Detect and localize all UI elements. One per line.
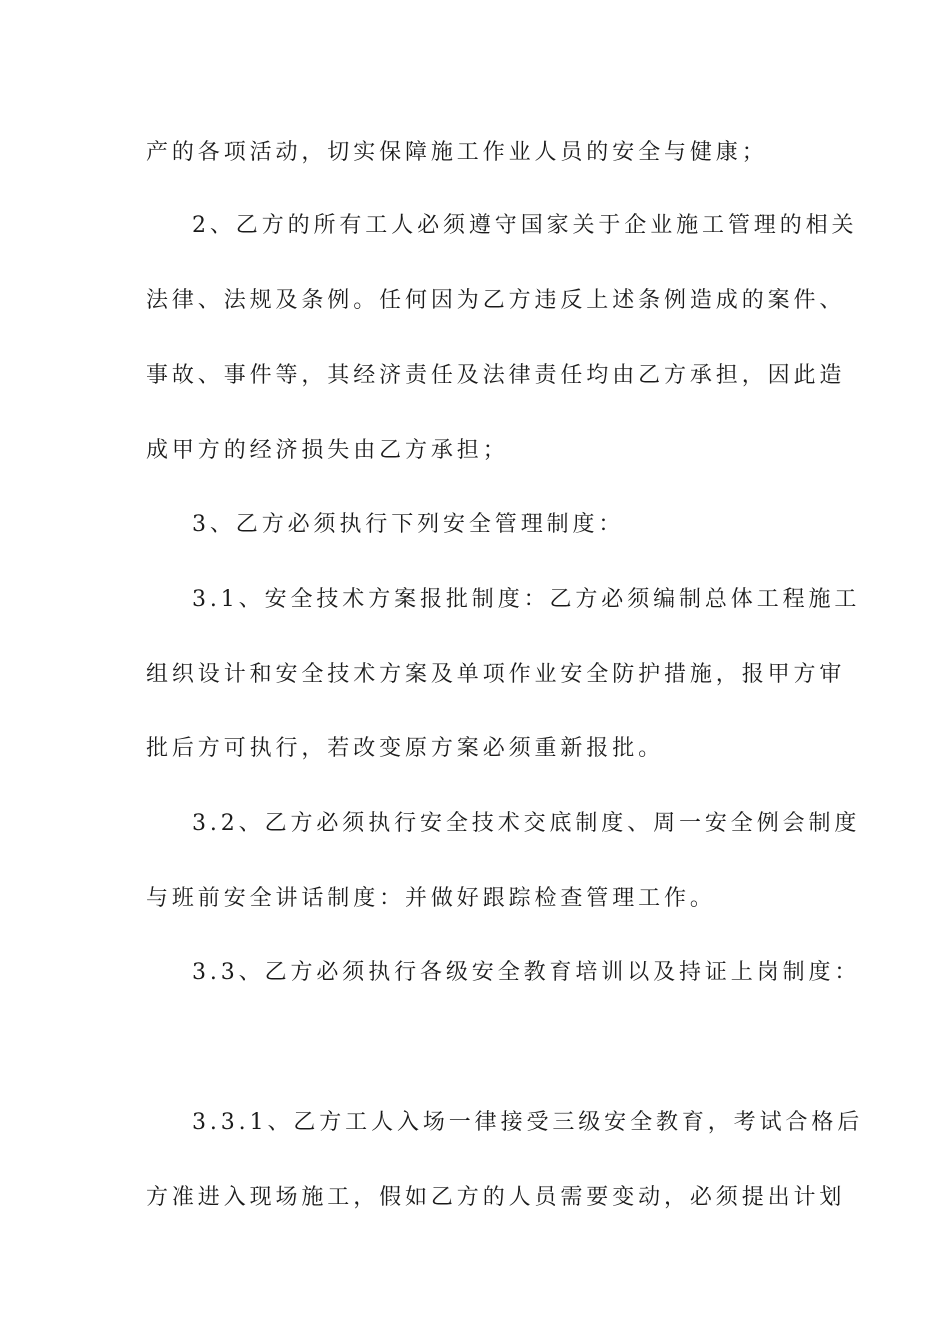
- paragraph-line: 组织设计和安全技术方案及单项作业安全防护措施，报甲方审: [146, 662, 846, 687]
- paragraph-line: 与班前安全讲话制度：并做好跟踪检查管理工作。: [146, 886, 716, 911]
- paragraph-line: 3.3、乙方必须执行各级安全教育培训以及持证上岗制度：: [192, 960, 861, 985]
- paragraph-line: 成甲方的经济损失由乙方承担；: [146, 438, 509, 463]
- paragraph-line: 法律、法规及条例。任何因为乙方违反上述条例造成的案件、: [146, 288, 846, 313]
- paragraph-line: 产的各项活动，切实保障施工作业人员的安全与健康；: [146, 140, 768, 165]
- paragraph-line: 3.2、乙方必须执行安全技术交底制度、周一安全例会制度: [192, 811, 861, 836]
- paragraph-line: 3、乙方必须执行下列安全管理制度：: [192, 512, 625, 537]
- paragraph-line: 3.3.1、乙方工人入场一律接受三级安全教育，考试合格后: [192, 1110, 864, 1135]
- paragraph-line: 批后方可执行，若改变原方案必须重新报批。: [146, 736, 665, 761]
- paragraph-line: 2、乙方的所有工人必须遵守国家关于企业施工管理的相关: [192, 213, 858, 238]
- paragraph-line: 方准进入现场施工，假如乙方的人员需要变动，必须提出计划: [146, 1185, 846, 1210]
- paragraph-line: 事故、事件等，其经济责任及法律责任均由乙方承担，因此造: [146, 363, 846, 388]
- paragraph-line: 3.1、安全技术方案报批制度：乙方必须编制总体工程施工: [192, 587, 861, 612]
